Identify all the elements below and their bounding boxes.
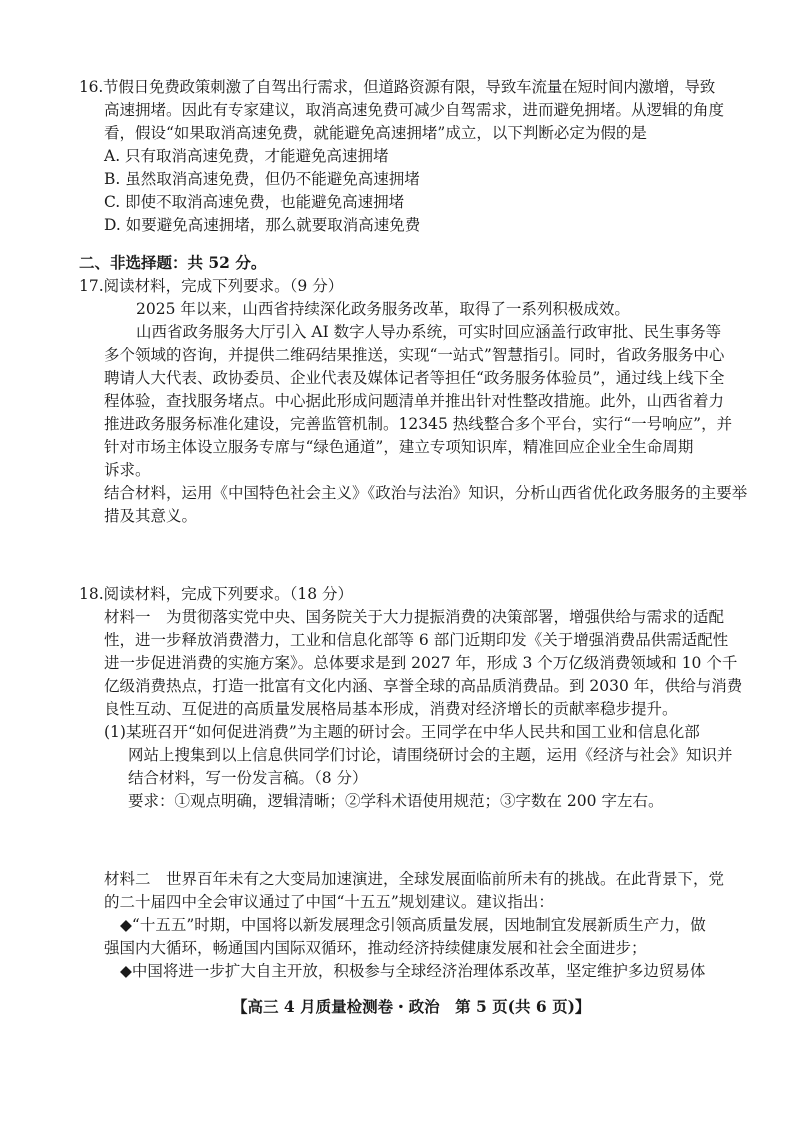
q18-material2-line-4: 强国内大循环，畅通国内国际双循环，推动经济持续健康发展和社会全面进步； bbox=[104, 939, 647, 957]
q18-material2-line-2: 的二十届四中全会审议通过了中国“十五五”规划建议。建议指出： bbox=[104, 893, 554, 911]
page-footer: 【高三 4 月质量检测卷・政治 第 5 页(共 6 页)】 bbox=[232, 997, 591, 1016]
q17-material-line-7: 针对市场主体设立服务专席与“绿色通道”，建立专项知识库，精准回应企业全生命周期 bbox=[104, 438, 694, 456]
q17-material-line-8: 诉求。 bbox=[104, 461, 151, 479]
q18-material2-line-1: 材料二 世界百年未有之大变局加速演进，全球发展面临前所未有的挑战。在此背景下，党 bbox=[104, 870, 725, 888]
q16-stem-line-2: 高速拥堵。因此有专家建议，取消高速免费可减少自驾需求，进而避免拥堵。从逻辑的角度 bbox=[104, 101, 725, 119]
section2-title: 二、非选择题：共 52 分。 bbox=[79, 253, 267, 272]
q18-material1-line-3: 进一步促进消费的实施方案》。总体要求是到 2027 年，形成 3 个万亿级消费领域和 10 个千 bbox=[104, 654, 738, 672]
q16-stem-line-3: 看，假设“如果取消高速免费，就能避免高速拥堵”成立，以下判断必定为假的是 bbox=[104, 124, 647, 142]
q16-option-b: B. 虽然取消高速免费，但仍不能避免高速拥堵 bbox=[104, 170, 420, 188]
q18-head: 18.阅读材料，完成下列要求。（18 分） bbox=[79, 585, 354, 603]
q17-requirement-line-2: 措及其意义。 bbox=[104, 507, 198, 525]
q18-sub1-line-3: 结合材料，写一份发言稿。（8 分） bbox=[128, 769, 368, 787]
q17-head: 17.阅读材料，完成下列要求。（9 分） bbox=[79, 277, 344, 295]
q18-sub1-requirement: 要求：①观点明确，逻辑清晰；②学科术语使用规范；③字数在 200 字左右。 bbox=[128, 792, 664, 810]
q17-material-line-3: 多个领域的咨询，并提供二维码结果推送，实现“一站式”智慧指引。同时，省政务服务中心 bbox=[104, 346, 725, 364]
q17-material-line-2: 山西省政务服务大厅引入 AI 数字人导办系统，可实时回应涵盖行政审批、民生事务等 bbox=[136, 323, 722, 341]
q16-option-d: D. 如要避免高速拥堵，那么就要取消高速免费 bbox=[104, 216, 421, 234]
q18-material1-line-1: 材料一 为贯彻落实党中央、国务院关于大力提振消费的决策部署，增强供给与需求的适配 bbox=[104, 608, 725, 626]
q16-option-a: A. 只有取消高速免费，才能避免高速拥堵 bbox=[104, 147, 389, 165]
q18-material1-line-4: 亿级消费热点，打造一批富有文化内涵、享誉全球的高品质消费品。到 2030 年，供给与消费 bbox=[104, 677, 743, 695]
q18-material1-line-5: 良性互动、互促进的高质量发展格局基本形成，消费对经济增长的贡献率稳步提升。 bbox=[104, 700, 678, 718]
q17-material-line-5: 程体验，查找服务堵点。中心据此形成问题清单并推出针对性整改措施。此外，山西省着力 bbox=[104, 392, 725, 410]
q18-sub1-line-1: (1)某班召开“如何促进消费”为主题的研讨会。王同学在中华人民共和国工业和信息化部 bbox=[104, 723, 700, 741]
q16-option-c: C. 即使不取消高速免费，也能避免高速拥堵 bbox=[104, 193, 405, 211]
q17-material-line-4: 聘请人大代表、政协委员、企业代表及媒体记者等担任“政务服务体验员”，通过线上线下全 bbox=[104, 369, 725, 387]
q18-material2-bullet-1: ◆“十五五”时期，中国将以新发展理念引领高质量发展，因地制宜发展新质生产力，做 bbox=[120, 916, 706, 934]
q17-material-line-1: 2025 年以来，山西省持续深化政务服务改革，取得了一系列积极成效。 bbox=[136, 300, 630, 318]
q17-material-line-6: 推进政务服务标准化建设，完善监管机制。12345 热线整合多个平台，实行“一号响应”，并 bbox=[104, 415, 733, 433]
q18-material2-bullet-2: ◆中国将进一步扩大自主开放，积极参与全球经济治理体系改革，坚定维护多边贸易体 bbox=[120, 962, 706, 980]
q17-requirement-line-1: 结合材料，运用《中国特色社会主义》《政治与法治》知识，分析山西省优化政务服务的主要举 bbox=[104, 484, 748, 502]
q18-material1-line-2: 性，进一步释放消费潜力，工业和信息化部等 6 部门近期印发《关于增强消费品供需适配性 bbox=[104, 631, 729, 649]
q18-sub1-line-2: 网站上搜集到以上信息供同学们讨论，请围绕研讨会的主题，运用《经济与社会》知识并 bbox=[128, 746, 733, 764]
q16-stem-line-1: 16.节假日免费政策刺激了自驾出行需求，但道路资源有限，导致车流量在短时间内激增，导致 bbox=[79, 78, 716, 96]
